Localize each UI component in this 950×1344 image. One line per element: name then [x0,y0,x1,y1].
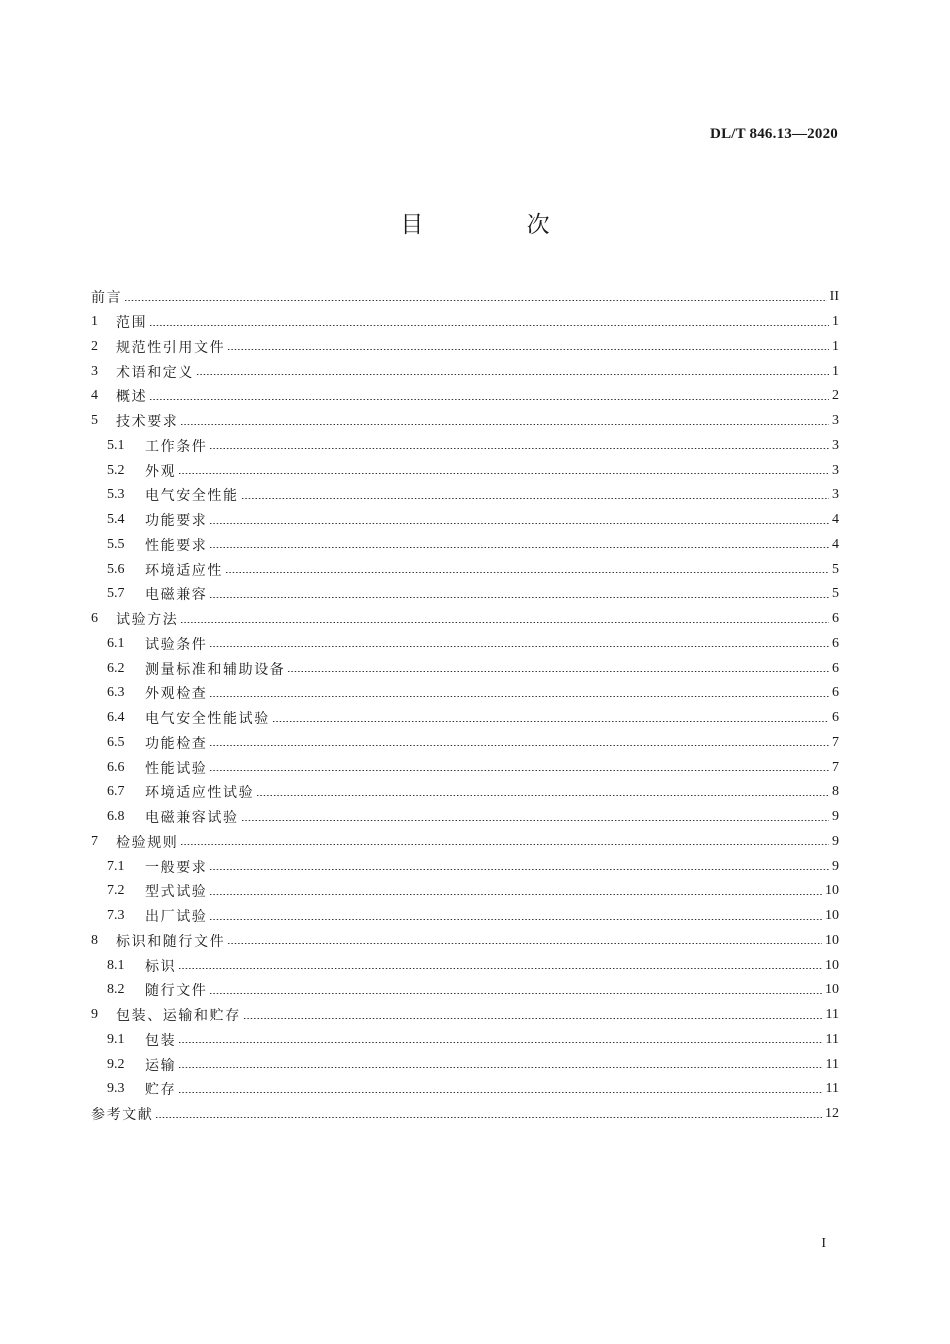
toc-entry[interactable] [91,483,839,508]
toc-entry-number: 5.4 [107,512,125,528]
toc-dot-leader [209,869,829,870]
toc-dot-leader [209,894,822,895]
toc-entry-title: 技术要求 [116,414,179,431]
toc-entry-number: 5.1 [107,437,125,453]
toc-entry[interactable] [91,508,839,533]
toc-dot-leader [209,770,829,771]
toc-entry-number: 5.6 [107,561,125,577]
toc-dot-leader [209,993,822,994]
toc-entry-number: 6.3 [107,685,125,701]
toc-entry-number: 4 [91,388,98,404]
toc-dot-leader [178,1067,822,1068]
toc-entry-number: 6.2 [107,660,125,676]
toc-entry-title: 电气安全性能 [145,488,239,505]
toc-entry-number: 6.5 [107,734,125,750]
toc-dot-leader [209,597,829,598]
toc-entry[interactable] [91,953,839,978]
toc-entry-title: 贮存 [145,1082,177,1099]
toc-entry-number: 8.1 [107,957,125,973]
toc-entry[interactable] [91,384,839,409]
toc-dot-leader [209,646,829,647]
toc-entry[interactable] [91,1028,839,1053]
toc-entry[interactable] [91,854,839,879]
toc-dot-leader [196,374,829,375]
toc-entry-title: 功能要求 [145,513,208,530]
toc-entry-title: 术语和定义 [116,364,194,381]
toc-entry[interactable] [91,310,839,335]
toc-entry[interactable] [91,557,839,582]
toc-entry-page: 7 [832,759,839,775]
toc-entry[interactable] [91,1003,839,1028]
toc-entry-page: 4 [832,536,839,552]
toc-entry-page: 9 [832,858,839,874]
toc-entry[interactable] [91,458,839,483]
toc-entry[interactable] [91,681,839,706]
toc-dot-leader [243,1018,823,1019]
toc-dot-leader [180,424,829,425]
toc-entry-page: 5 [832,561,839,577]
toc-entry-number: 6.6 [107,759,125,775]
toc-entry[interactable] [91,1052,839,1077]
toc-entry-number: 6.7 [107,784,125,800]
toc-entry-page: 1 [832,314,839,330]
toc-entry-page: 2 [832,388,839,404]
toc-entry-number: 9 [91,1007,98,1023]
toc-dot-leader [209,547,829,548]
toc-entry-title: 试验方法 [116,612,179,629]
toc-entry-page: 11 [825,1056,839,1072]
toc-entry-page: 12 [825,1106,839,1122]
toc-entry-page: 9 [832,809,839,825]
page-title: 目 次 [400,212,598,238]
toc-entry-title: 电磁兼容试验 [145,810,239,827]
toc-entry-page: 3 [832,462,839,478]
toc-entry[interactable] [91,434,839,459]
toc-entry-page: II [829,289,839,305]
toc-entry-title: 随行文件 [145,983,208,1000]
toc-entry-number: 5.5 [107,536,125,552]
toc-entry-title: 性能试验 [145,760,208,777]
toc-entry-number: 5.7 [107,586,125,602]
toc-entry-page: 5 [832,586,839,602]
toc-entry-page: 1 [832,363,839,379]
toc-entry-page: 10 [825,908,839,924]
toc-entry-page: 8 [832,784,839,800]
toc-entry-page: 3 [832,413,839,429]
toc-entry-page: 1 [832,338,839,354]
toc-entry-page: 4 [832,512,839,528]
toc-dot-leader [287,671,829,672]
toc-dot-leader [178,1042,822,1043]
toc-entry-number: 9.3 [107,1081,125,1097]
toc-entry[interactable] [91,879,839,904]
toc-entry-number: 9.1 [107,1031,125,1047]
toc-entry-number: 5 [91,413,98,429]
toc-entry-number: 7.1 [107,858,125,874]
toc-entry-number: 6 [91,611,98,627]
toc-entry[interactable] [91,929,839,954]
toc-entry[interactable] [91,830,839,855]
toc-entry-number: 5.2 [107,462,125,478]
toc-entry-title: 外观 [145,463,177,480]
toc-entry-number: 6.8 [107,809,125,825]
toc-entry[interactable] [91,285,839,310]
toc-entry-page: 10 [825,932,839,948]
toc-entry[interactable] [91,656,839,681]
toc-entry[interactable] [91,1102,839,1127]
toc-entry-page: 6 [832,685,839,701]
toc-entry-title: 出厂试验 [145,909,208,926]
toc-entry-page: 3 [832,437,839,453]
toc-dot-leader [180,844,829,845]
toc-dot-leader [178,1092,822,1093]
toc-entry-page: 6 [832,660,839,676]
toc-entry-page: 7 [832,734,839,750]
toc-entry[interactable] [91,978,839,1003]
toc-entry-title: 试验条件 [145,636,208,653]
toc-entry[interactable] [91,632,839,657]
toc-entry-title: 性能要求 [145,537,208,554]
toc-entry-title: 功能检查 [145,735,208,752]
toc-entry[interactable] [91,805,839,830]
toc-entry-number: 9.2 [107,1056,125,1072]
toc-dot-leader [209,523,829,524]
toc-dot-leader [178,473,829,474]
toc-entry-page: 11 [825,1081,839,1097]
toc-entry-number: 1 [91,314,98,330]
toc-entry-title: 测量标准和辅助设备 [145,661,286,678]
toc-dot-leader [209,745,829,746]
toc-entry-page: 10 [825,957,839,973]
toc-entry-title: 电气安全性能试验 [145,711,270,728]
toc-entry-title: 规范性引用文件 [116,339,226,356]
toc-dot-leader [149,325,829,326]
toc-entry[interactable] [91,780,839,805]
toc-entry-title: 参考文献 [91,1107,154,1124]
toc-entry-title: 包装 [145,1032,177,1049]
toc-entry-page: 3 [832,487,839,503]
toc-entry-title: 外观检查 [145,686,208,703]
toc-entry-page: 6 [832,710,839,726]
toc-entry-title: 工作条件 [145,438,208,455]
toc-dot-leader [241,820,829,821]
toc-entry-number: 7.2 [107,883,125,899]
toc-dot-leader [209,919,822,920]
table-of-contents [91,285,839,1127]
toc-entry-number: 8 [91,932,98,948]
toc-entry[interactable] [91,409,839,434]
toc-entry-page: 6 [832,635,839,651]
toc-entry[interactable] [91,607,839,632]
toc-entry-number: 6.1 [107,635,125,651]
toc-entry[interactable] [91,706,839,731]
toc-entry[interactable] [91,582,839,607]
toc-entry-title: 检验规则 [116,834,179,851]
toc-entry-number: 2 [91,338,98,354]
toc-entry[interactable] [91,904,839,929]
toc-entry-number: 5.3 [107,487,125,503]
toc-dot-leader [227,349,829,350]
toc-dot-leader [155,1117,822,1118]
toc-dot-leader [124,300,826,301]
toc-entry-title: 电磁兼容 [145,587,208,604]
toc-entry-page: 10 [825,982,839,998]
toc-entry[interactable] [91,755,839,780]
toc-entry-page: 6 [832,611,839,627]
toc-entry-number: 8.2 [107,982,125,998]
toc-entry-number: 7.3 [107,908,125,924]
toc-entry[interactable] [91,1077,839,1102]
toc-entry-title: 一般要求 [145,859,208,876]
toc-entry[interactable] [91,335,839,360]
toc-entry-number: 7 [91,833,98,849]
toc-entry-title: 型式试验 [145,884,208,901]
toc-entry-page: 11 [825,1007,839,1023]
toc-dot-leader [272,721,829,722]
toc-entry-page: 9 [832,833,839,849]
toc-dot-leader [180,622,829,623]
toc-dot-leader [227,943,822,944]
toc-entry[interactable] [91,533,839,558]
toc-dot-leader [209,448,829,449]
toc-entry-title: 包装、运输和贮存 [116,1008,241,1025]
toc-entry-title: 运输 [145,1057,177,1074]
standard-code: DL/T 846.13—2020 [710,126,838,142]
page-number: I [821,1236,826,1251]
toc-entry[interactable] [91,731,839,756]
toc-dot-leader [209,696,829,697]
toc-entry-title: 前言 [91,290,123,307]
toc-entry-title: 标识 [145,958,177,975]
toc-entry-title: 范围 [116,315,148,332]
toc-entry-title: 环境适应性 [145,562,223,579]
toc-dot-leader [241,498,829,499]
toc-entry-number: 3 [91,363,98,379]
toc-entry-title: 环境适应性试验 [145,785,255,802]
toc-dot-leader [149,399,829,400]
toc-entry-page: 10 [825,883,839,899]
toc-entry-title: 标识和随行文件 [116,933,226,950]
toc-entry-number: 6.4 [107,710,125,726]
toc-entry[interactable] [91,359,839,384]
toc-dot-leader [178,968,822,969]
toc-dot-leader [256,795,829,796]
toc-entry-title: 概述 [116,389,148,406]
toc-entry-page: 11 [825,1031,839,1047]
toc-dot-leader [225,572,829,573]
